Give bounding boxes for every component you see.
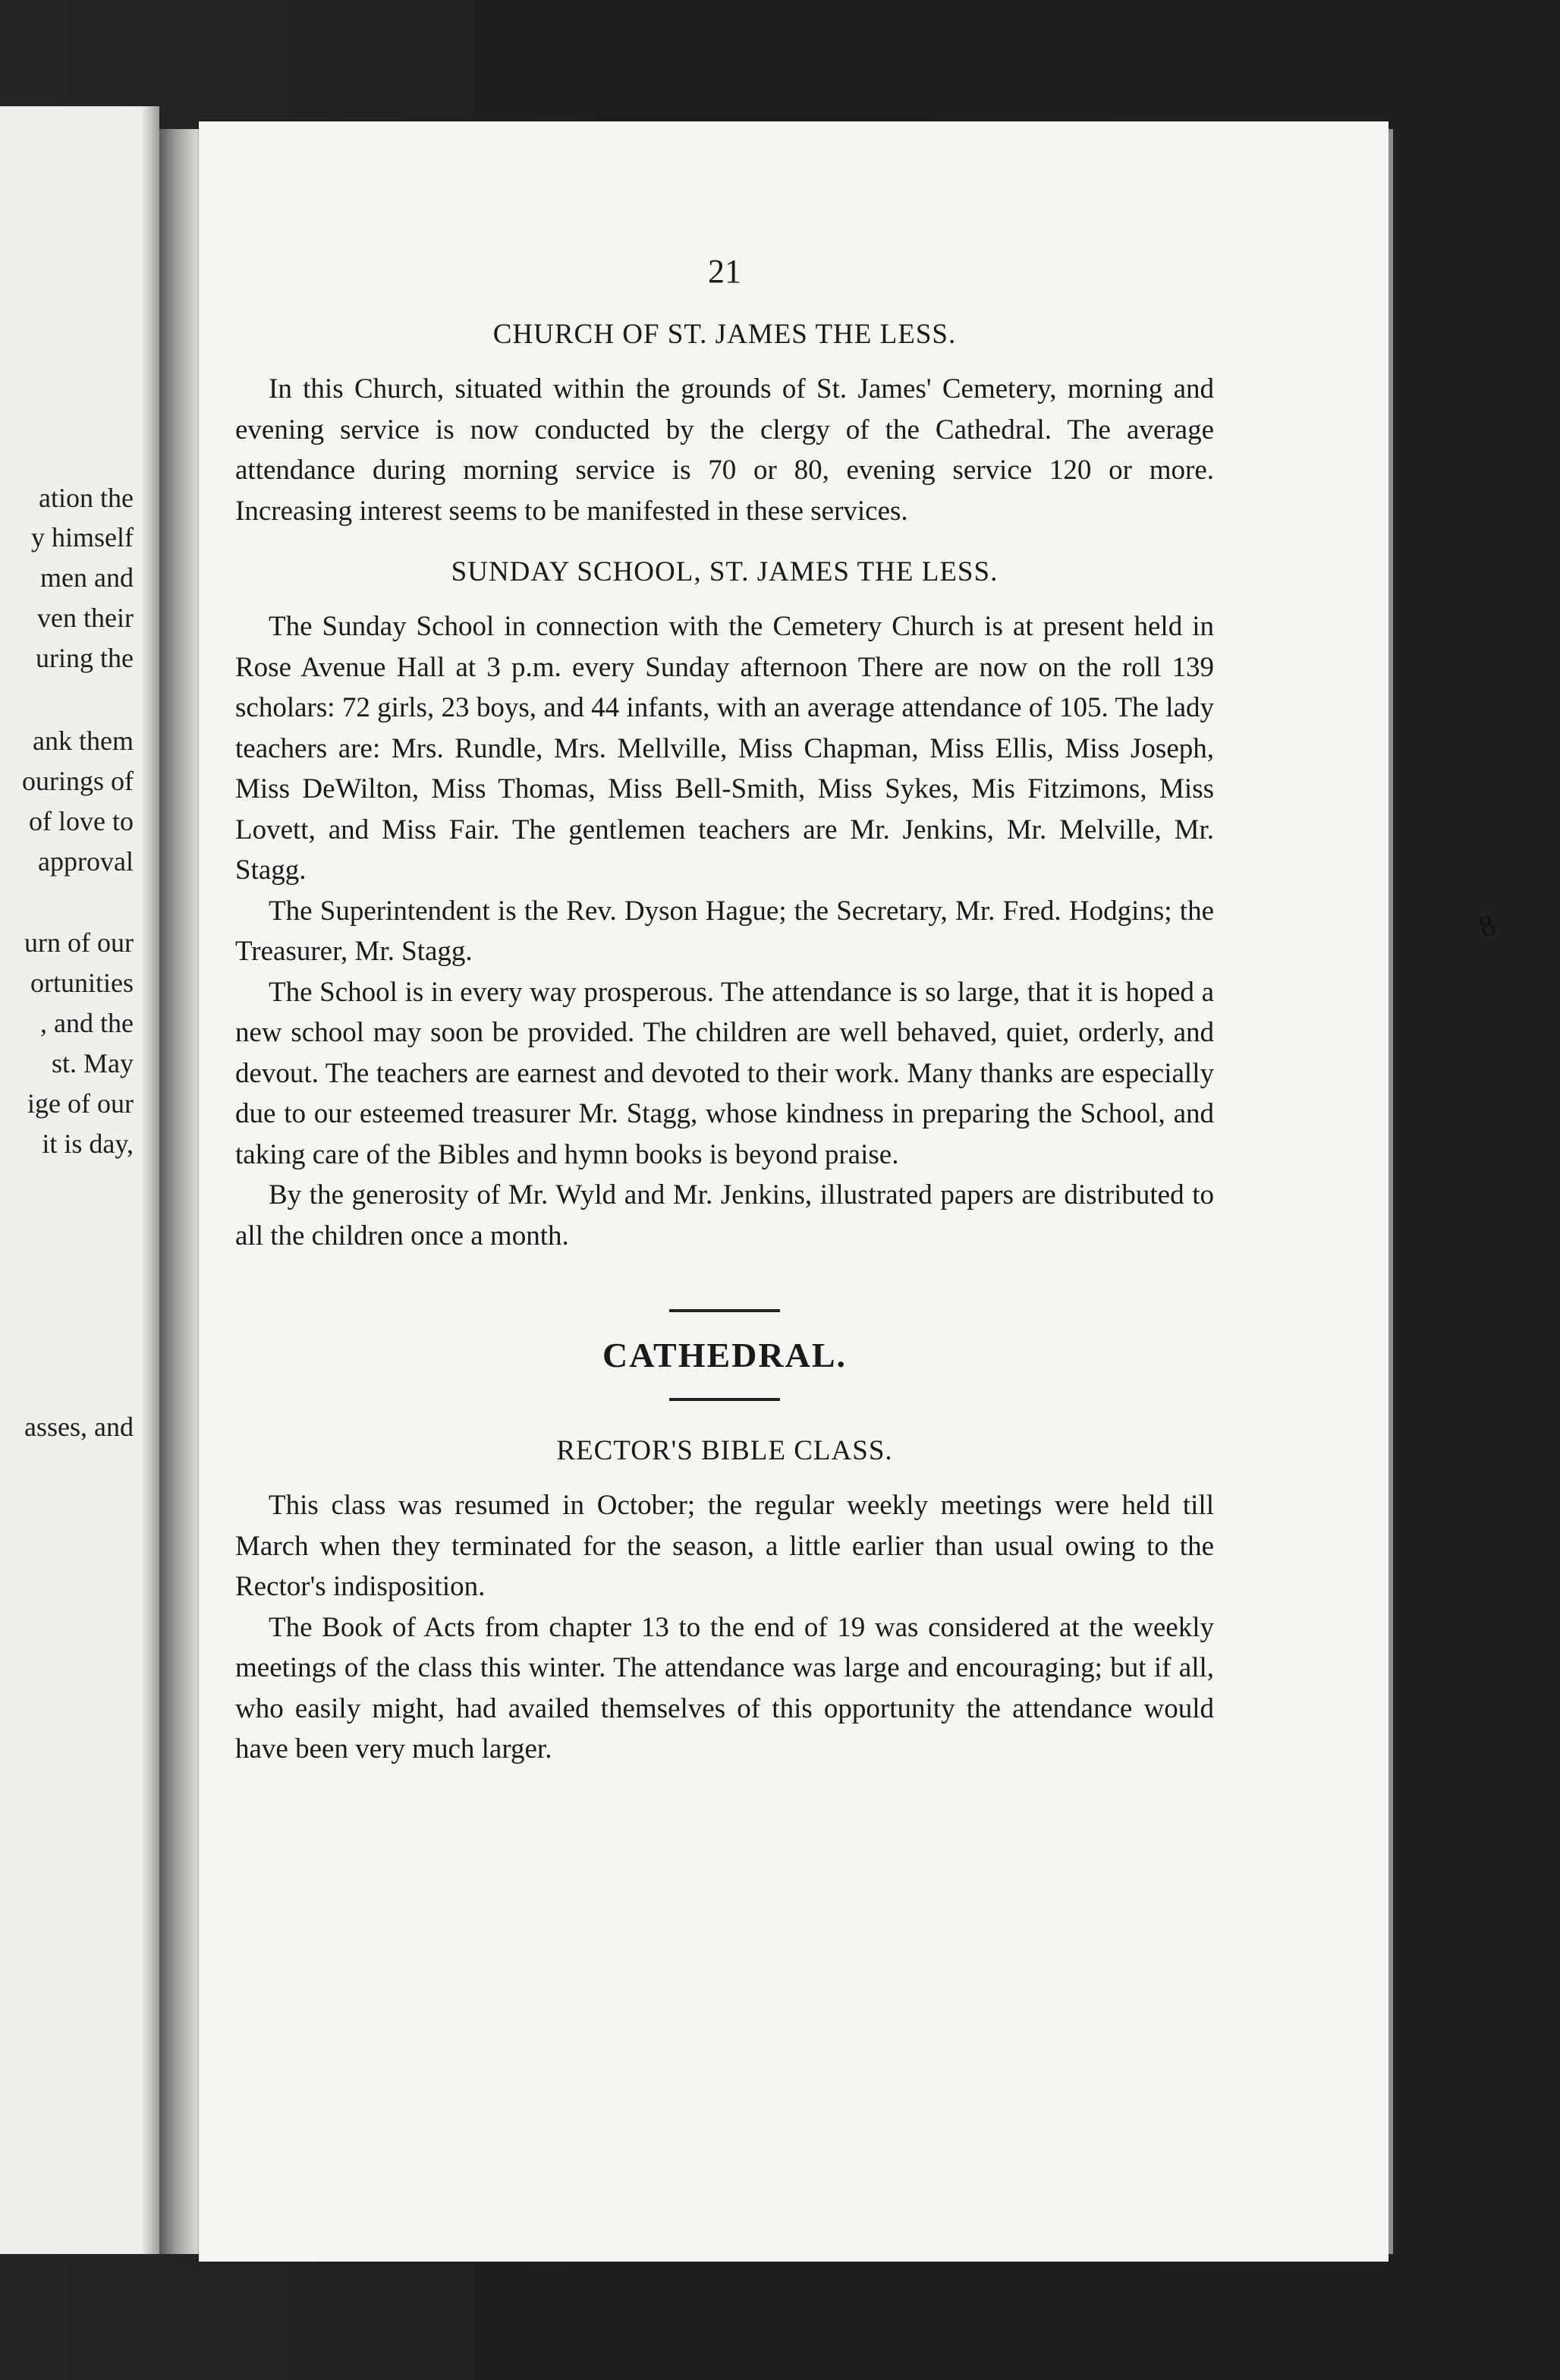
page-content bbox=[235, 243, 1214, 1770]
gutter-shadow bbox=[141, 106, 159, 2254]
section-heading-church: CHURCH OF ST. JAMES THE LESS. bbox=[492, 319, 957, 350]
section-heading-sunday-school: SUNDAY SCHOOL, ST. JAMES THE LESS. bbox=[451, 556, 999, 587]
paragraph: In this Church, situated within the grounds of St. James' Cemetery, morning and evening service is now conducted by the clergy of the Cathedral. The average attendance during morning service is 70 or 80, evening service 120 or more. Increasing interest seems to be manifested in these services. bbox=[235, 373, 1214, 527]
left-page-line: men and bbox=[40, 562, 134, 593]
left-page-line: approval bbox=[38, 846, 134, 877]
left-page-line: it is day, bbox=[42, 1129, 134, 1159]
left-page-line: of love to bbox=[29, 806, 134, 836]
left-page-line: ortunities bbox=[30, 968, 134, 998]
left-page-line: uring the bbox=[36, 643, 134, 673]
paragraph: By the generosity of Mr. Wyld and Mr. Jenkins, illustrated papers are distributed to all the children once a month. bbox=[235, 1179, 1214, 1251]
left-page-line: ation the bbox=[39, 483, 134, 513]
paragraph: The School is in every way prosperous. The attendance is so large, that it is hoped a new school may soon be provided. The children are well behaved, quiet, orderly, and devout. The teachers are earnest and devoted to their work. Many thanks are especially due to our esteemed treasurer Mr. Stagg, whose kindness in preparing the School, and taking care of the Bibles and hymn books is beyond praise. bbox=[235, 976, 1214, 1170]
paragraph: This class was resumed in October; the regular weekly meetings were held till March when they terminated for the season, a little earlier than usual owing to the Rector's indisposition. bbox=[235, 1490, 1214, 1602]
left-page-line: st. May bbox=[52, 1048, 134, 1078]
margin-pencil-mark: 8 bbox=[1474, 906, 1501, 945]
book-binding bbox=[159, 129, 205, 2254]
paragraph: The Sunday School in connection with the Cemetery Church is at present held in Rose Avenue Hall at 3 p.m. every Sunday afternoon There are now on the roll 139 scholars: 72 girls, 23 boys, and 44 infants, with an average attendance of 105. The lady teachers are: Mrs. Rundle, Mrs. Mellville, Miss Chapman, Miss Ellis, Miss Joseph, Miss DeWilton, Miss Thomas, Miss Bell-Smith, Miss Sykes, Mis Fitzimons, Miss Lovett, and Miss Fair. The gentlemen teachers are Mr. Jenkins, Mr. Melville, Mr. Stagg. bbox=[235, 611, 1214, 886]
left-page-line: ven their bbox=[37, 603, 134, 633]
section-heading-bible-class: RECTOR'S BIBLE CLASS. bbox=[556, 1435, 893, 1466]
left-page-line: ourings of bbox=[22, 766, 134, 796]
left-page-line: , and the bbox=[40, 1008, 134, 1038]
left-page-line: y himself bbox=[31, 522, 134, 552]
left-page-line: ank them bbox=[33, 726, 134, 756]
divider-rule bbox=[669, 1398, 780, 1401]
page-number: 21 bbox=[708, 253, 741, 290]
left-facing-page bbox=[0, 106, 159, 2254]
left-page-line: asses, and bbox=[24, 1412, 134, 1442]
left-page-line: ige of our bbox=[27, 1088, 134, 1119]
paragraph: The Book of Acts from chapter 13 to the end of 19 was considered at the weekly meetings of the class this winter. The attendance was large and encouraging; but if all, who easily might, had availed themselves of this opportunity the attendance would have been very much larger. bbox=[235, 1611, 1214, 1765]
paragraph: The Superintendent is the Rev. Dyson Hague; the Secretary, Mr. Fred. Hodgins; the Treasurer, Mr. Stagg. bbox=[235, 895, 1214, 967]
divider-rule bbox=[669, 1309, 780, 1312]
left-page-line: urn of our bbox=[24, 927, 134, 958]
page-edge bbox=[1389, 129, 1393, 2254]
cathedral-heading: CATHEDRAL. bbox=[602, 1336, 847, 1374]
